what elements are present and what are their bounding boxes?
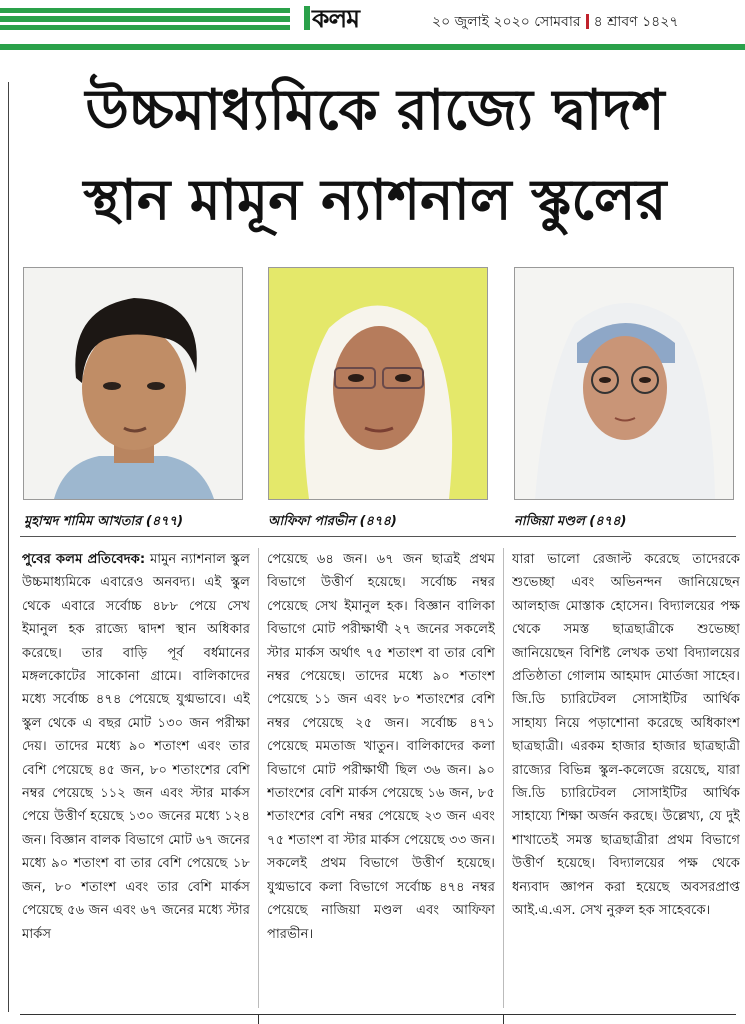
- article-text-2: পেয়েছে ৬৪ জন। ৬৭ জন ছাত্রই প্রথম বিভাগে উত্তীর্ণ হয়েছে। সর্বোচ্চ নম্বর পেয়েছে সেখ ইমানুল হক। বিজ্ঞান বালিকা বিভাগে মোট পরীক্ষার্থী ২৭ জনের সকলেই স্টার মার্কস অর্থাৎ ৭৫ শতাংশ বা তার বেশি নম্বর পেয়েছে। তাদের মধ্যে ৯০ শতাংশ পেয়েছে ১১ জন এবং ৮০ শতাংশের বেশি নম্বর পেয়েছে ২৫ জন। সর্বোচ্চ ৪৭১ পেয়েছে মমতাজ খাতুন। বালিকাদের কলা বিভাগে মোট পরীক্ষার্থী ছিল ৩৬ জন। ৯০ শতাংশের বেশি মার্কস পেয়েছে ১৬ জন, ৮৫ শতাংশের বেশি নম্বর পেয়েছে ২৩ জন এবং ৭৫ শতাংশ বা স্টার মার্কস পেয়েছে ৩৩ জন। সকলেই প্রথম বিভাগে উত্তীর্ণ হয়েছে। যুগ্মভাবে কলা বিভাগে সর্বোচ্চ ৪৭৪ নম্বর পেয়েছে নাজিয়া মণ্ডল এবং আফিফা পারভীন।: [267, 552, 495, 942]
- logo-mark-icon: [304, 6, 310, 30]
- logo-text: কলম: [312, 4, 360, 33]
- bottom-tick-1: [258, 1014, 259, 1024]
- photo-student-1: [23, 267, 243, 500]
- article-text-3: যারা ভালো রেজাল্ট করেছে তাদেরকে শুভেচ্ছা এবং অভিনন্দন জানিয়েছেন আলহাজ মোস্তাক হোসেন। বিদ্যালয়ের পক্ষ থেকে সমস্ত ছাত্রছাত্রীকে শুভেচ্ছা জানিয়েছেন বিশিষ্ট লেখক তথা বিদ্যালয়ের প্রতিষ্ঠাতা গোলাম আহমাদ মোর্তজা সাহেব। জি.ডি চ্যারিটেবল সোসাইটির আর্থিক সাহায্য নিয়ে পড়াশোনা করেছে অধিকাংশ ছাত্রছাত্রী। এরকম হাজার হাজার ছাত্রছাত্রী রাজ্যের বিভিন্ন স্কুল-কলেজে রয়েছে, যারা জি.ডি চ্যারিটেবল সোসাইটির আর্থিক সাহায্যে শিক্ষা অর্জন করছে। উল্লেখ্য, যে দুই শাখাতেই সমস্ত ছাত্রছাত্রীরা প্রথম বিভাগে উত্তীর্ণ হয়েছে। বিদ্যালয়ের পক্ষ থেকে ধন্যবাদ জ্ঞাপন করা হয়েছে অবসরপ্রাপ্ত আই.এ.এস. সেখ নুরুল হক সাহেবকে।: [512, 552, 740, 919]
- masthead: [0, 0, 745, 52]
- gregorian-date: ২০ জুলাই ২০২০ সোমবার: [432, 14, 581, 30]
- date-separator: [586, 14, 589, 29]
- caption-rule: [20, 536, 736, 537]
- masthead-stripes: [0, 8, 290, 30]
- masthead-rule: [0, 44, 745, 50]
- article-text-1: মামুন ন্যাশনাল স্কুল উচ্চমাধ্যমিকে এবারেও অনবদ্য। এই স্কুল থেকে এবারে সর্বোচ্চ ৪৮৮ পেয়ে সেখ ইমানুল হক রাজ্যে দ্বাদশ স্থান অধিকার করেছে। তার বাড়ি পূর্ব বর্ধমানের মঙ্গলকোটের সাকোনা গ্রামে। বালিকাদের মধ্যে সর্বোচ্চ ৪৭৪ পেয়েছে যুগ্মভাবে। এই স্কুল থেকে এ বছর মোট ১৩০ জন পরীক্ষা দেয়। তাদের মধ্যে ৯০ শতাংশ এবং তার বেশি পেয়েছে ৪৫ জন, ৮০ শতাংশের বেশি নম্বর পেয়েছে ১১২ জন এবং স্টার মার্কস পেয়ে উত্তীর্ণ হয়েছে ১৩০ জনের মধ্যে ১২৪ জন। বিজ্ঞান বালক বিভাগে মোট ৬৭ জনের মধ্যে ৯০ শতাংশ বা তার বেশি পেয়েছে ১৮ জন, ৮০ শতাংশ এবং তার বেশি মার্কস পেয়েছে ৫৬ জন এবং ৬৭ জনের মধ্যে স্টার মার্কস: [22, 552, 250, 942]
- headline-line-1: উচ্চমাধ্যমিকে রাজ্যে দ্বাদশ: [85, 78, 665, 143]
- article-column-2: [267, 548, 495, 1006]
- portrait-boy: [24, 268, 242, 499]
- column-divider-2: [503, 548, 504, 1008]
- article-column-1: [22, 548, 250, 1006]
- bottom-rule: [20, 1014, 736, 1015]
- left-margin-rule: [8, 82, 9, 1012]
- photo-caption-1: মুহাম্মদ শামিম আখতার (৪৭৭): [24, 514, 184, 529]
- headline: [14, 66, 736, 246]
- photo-student-2: [268, 267, 488, 500]
- bengali-date: ৪ শ্রাবণ ১৪২৭: [593, 14, 679, 30]
- portrait-girl-1: [269, 268, 487, 499]
- byline: পুবের কলম প্রতিবেদক:: [22, 552, 146, 567]
- article-column-3: [512, 548, 740, 1006]
- headline-line-2: স্থান মামূন ন্যাশনাল স্কুলের: [83, 168, 667, 233]
- photo-caption-2: আফিফা পারভীন (৪৭৪): [268, 514, 397, 529]
- column-divider-1: [258, 548, 259, 1008]
- dateline: [432, 10, 678, 34]
- newspaper-logo: [298, 4, 365, 34]
- portrait-girl-2: [515, 268, 733, 499]
- bottom-tick-2: [503, 1014, 504, 1024]
- photo-caption-3: নাজিয়া মণ্ডল (৪৭৪): [514, 514, 627, 529]
- photo-student-3: [514, 267, 734, 500]
